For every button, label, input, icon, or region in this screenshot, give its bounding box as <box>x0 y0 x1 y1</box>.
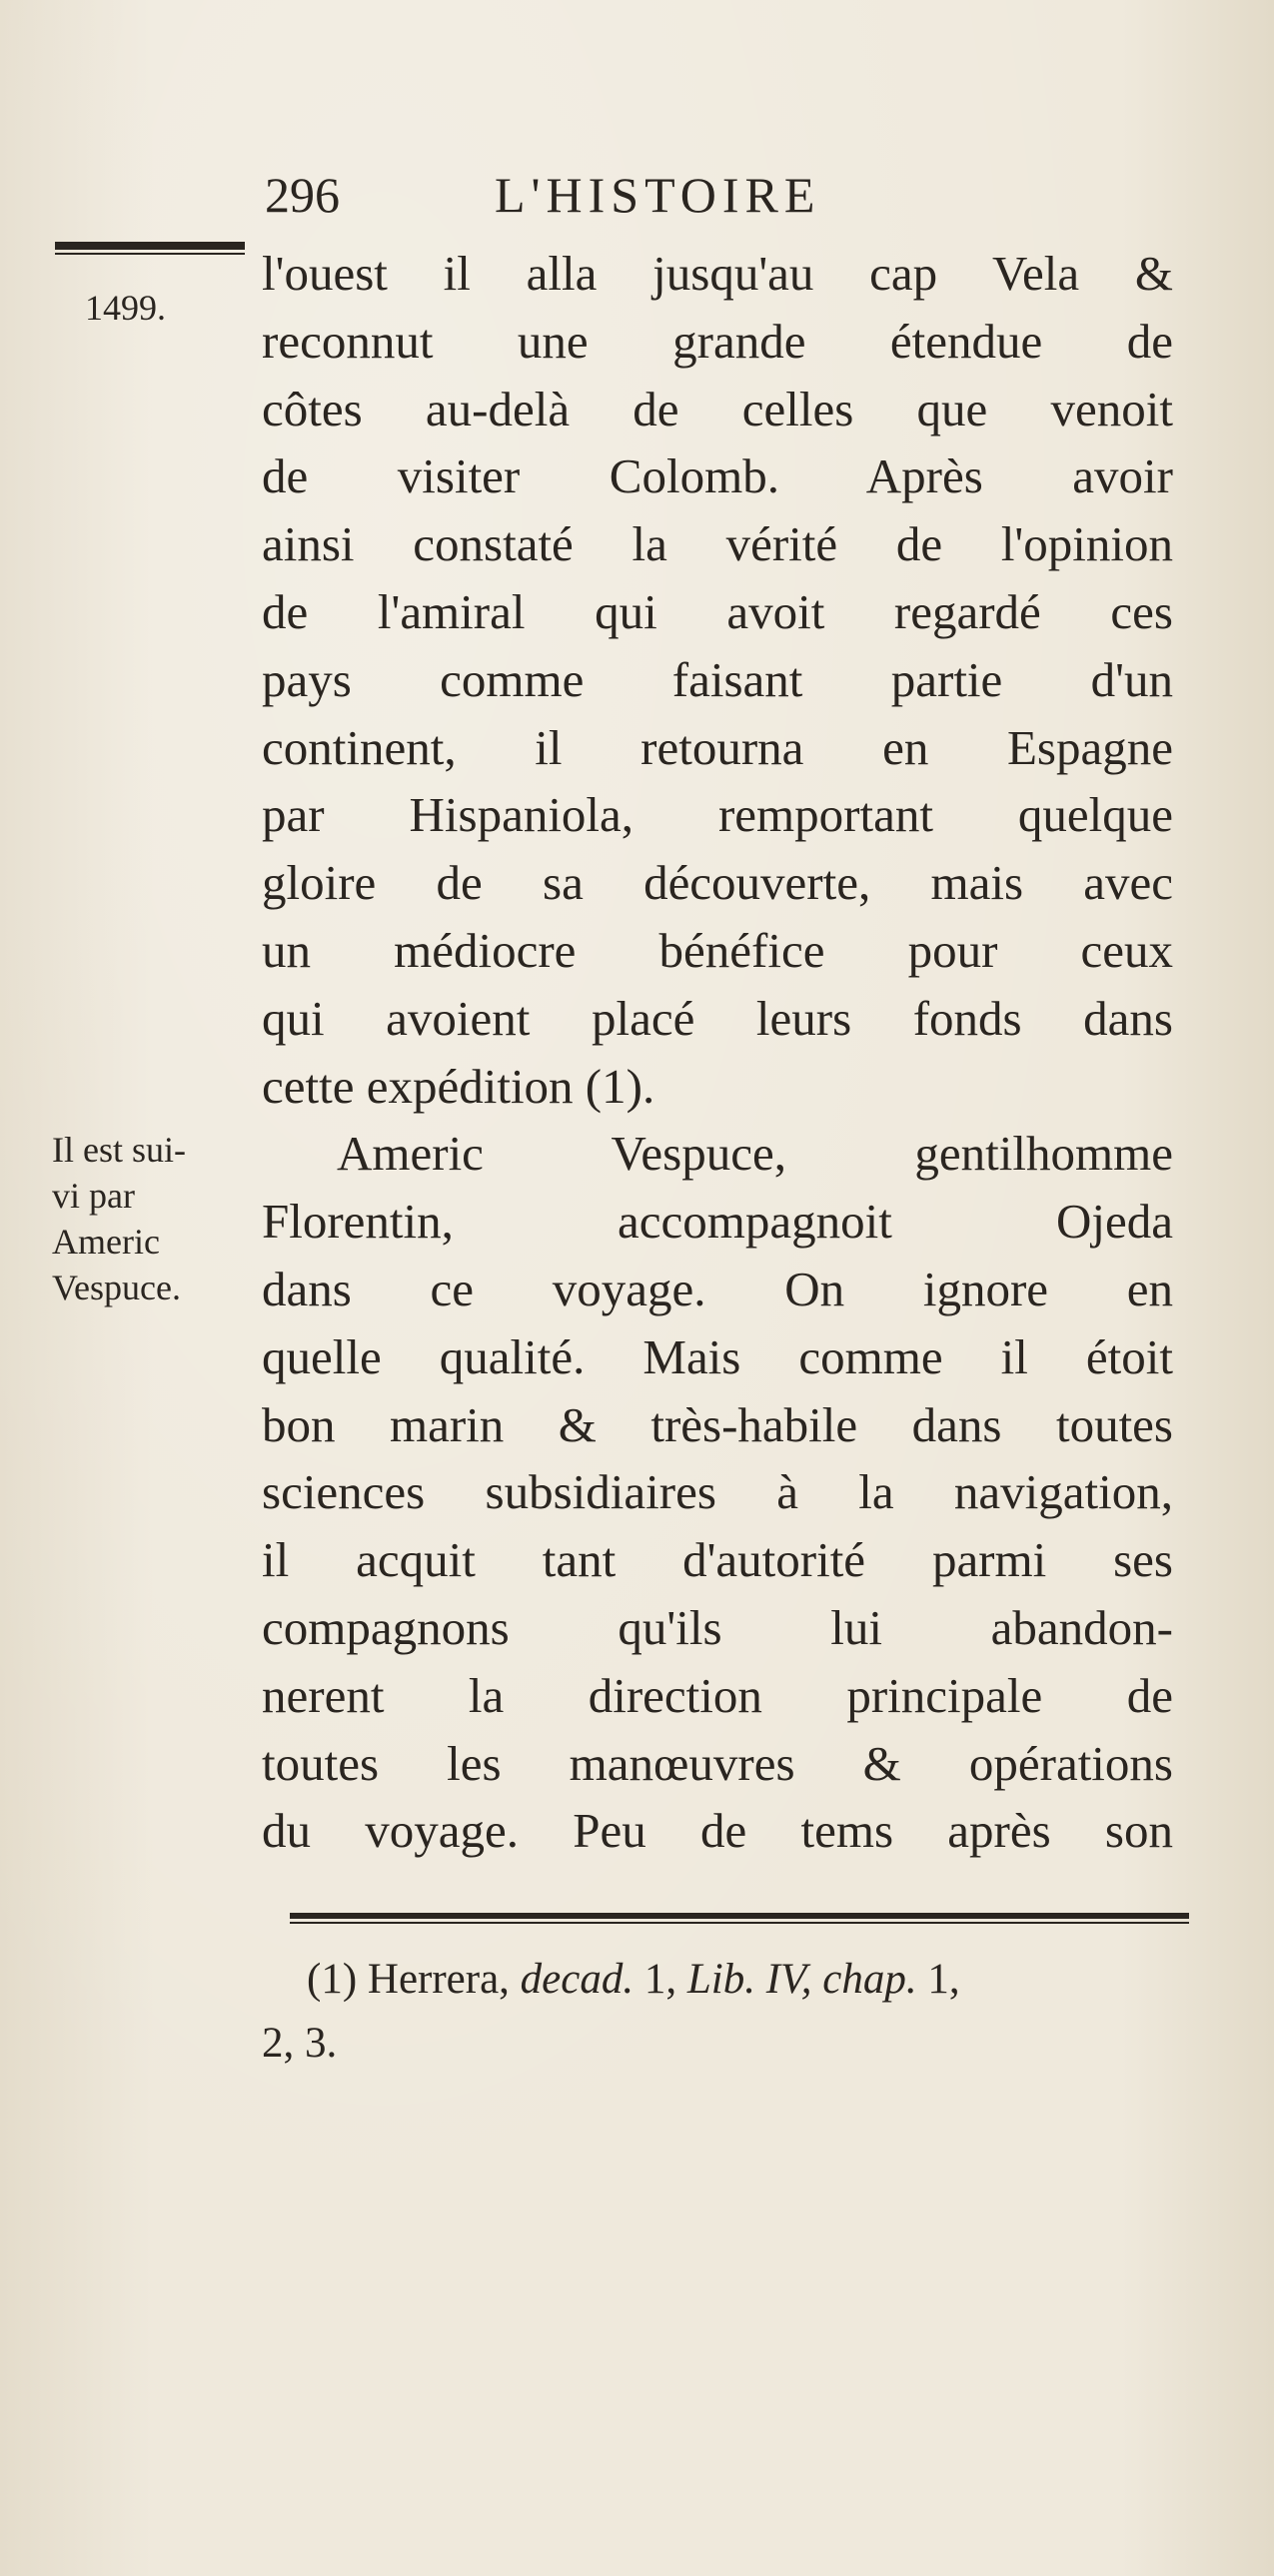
text-line: de l'amiral qui avoit regardé ces <box>262 583 1173 639</box>
footnote-rule-thin <box>290 1922 1189 1924</box>
text-line: quelle qualité. Mais comme il étoit <box>262 1328 1173 1384</box>
body-text <box>262 240 1173 1865</box>
text-line: côtes au-delà de celles que venoit <box>262 381 1173 436</box>
page-number: 296 <box>265 167 340 223</box>
text-line: qui avoient placé leurs fonds dans <box>262 990 1173 1046</box>
footnote-decad-num: 1, <box>643 1956 677 2003</box>
text-line: du voyage. Peu de tems après son <box>262 1803 1173 1859</box>
footnote-chap: chap. <box>822 1956 917 2003</box>
footnote-rule <box>290 1913 1189 1919</box>
head-rule-thin <box>55 253 245 255</box>
page-title: L'HISTOIRE <box>495 167 821 223</box>
footnote-chap-num: 1, <box>927 1956 960 2003</box>
head-rule <box>55 242 245 250</box>
footnote-decad: decad. <box>520 1956 635 2003</box>
footnote-marker: (1) <box>307 1956 358 2003</box>
text-line: nerent la direction principale de <box>262 1667 1173 1723</box>
margin-note <box>52 1127 272 1310</box>
footnote-line <box>262 1948 1191 2012</box>
margin-note-line: Vespuce. <box>52 1268 181 1307</box>
text-line: pays comme faisant partie d'un <box>262 651 1173 707</box>
margin-note-line: Il est sui- <box>52 1130 186 1170</box>
margin-year: 1499. <box>85 288 166 328</box>
text-line: l'ouest il alla jusqu'au cap Vela & <box>262 246 1173 301</box>
footnote-author: Herrera, <box>367 1956 510 2003</box>
text-line: ainsi constaté la vérité de l'opinion <box>262 516 1173 572</box>
text-line: de visiter Colomb. Après avoir <box>262 448 1173 504</box>
text-line: reconnut une grande étendue de <box>262 313 1173 369</box>
margin-note-line: vi par <box>52 1176 135 1216</box>
text-line: dans ce voyage. On ignore en <box>262 1261 1173 1316</box>
text-line: un médiocre bénéfice pour ceux <box>262 922 1173 978</box>
footnote <box>262 1948 1191 2076</box>
text-line: bon marin & très-habile dans toutes <box>262 1396 1173 1452</box>
text-line: toutes les manœuvres & opérations <box>262 1735 1173 1791</box>
text-line: Americ Vespuce, gentilhomme <box>337 1126 1173 1182</box>
text-line: il acquit tant d'autorité parmi ses <box>262 1532 1173 1588</box>
text-line: sciences subsidiaires à la navigation, <box>262 1464 1173 1520</box>
text-line: continent, il retourna en Espagne <box>262 719 1173 775</box>
footnote-lib: Lib. IV, <box>686 1956 812 2003</box>
margin-note-line: Americ <box>52 1222 160 1262</box>
text-line: Florentin, accompagnoit Ojeda <box>262 1194 1173 1250</box>
text-line: par Hispaniola, remportant quelque <box>262 787 1173 843</box>
running-head <box>265 160 924 230</box>
text-line: cette expédition (1). <box>262 1058 655 1114</box>
text-line: gloire de sa découverte, mais avec <box>262 855 1173 911</box>
footnote-line: 2, 3. <box>262 2020 338 2067</box>
text-line: compagnons qu'ils lui abandon- <box>262 1599 1173 1655</box>
